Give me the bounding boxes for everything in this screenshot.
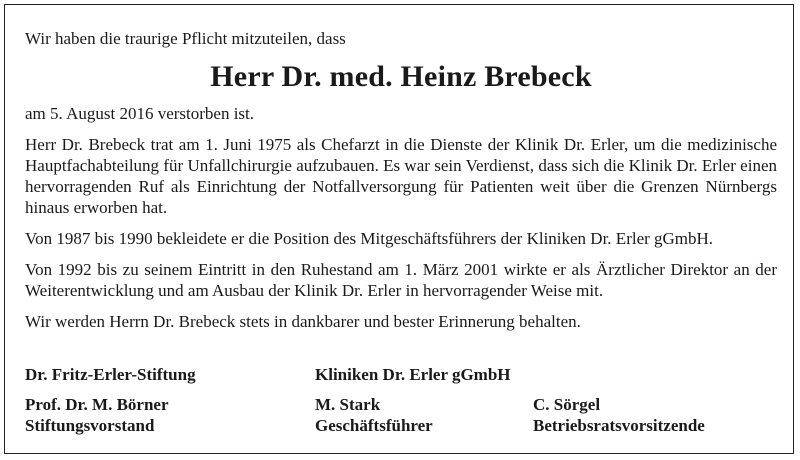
obituary-notice bbox=[25, 28, 777, 332]
signatory-role: Stiftungsvorstand bbox=[25, 416, 155, 435]
remembrance-paragraph: Wir werden Herrn Dr. Brebeck stets in dankbarer und bester Erinnerung behalten. bbox=[25, 312, 581, 331]
director-paragraph: Von 1992 bis zu seinem Eintritt in den Ruhestand am 1. März 2001 wirkte er als Ärztlicher Direktor an der Weiterentwicklung und am Ausbau der Klinik Dr. Erler in hervorragender Weise mit. bbox=[25, 260, 777, 300]
management-paragraph: Von 1987 bis 1990 bekleidete er die Position des Mitgeschäftsführers der Kliniken Dr. Erler gGmbH. bbox=[25, 229, 714, 248]
death-date-text: am 5. August 2016 verstorben ist. bbox=[25, 104, 255, 123]
organization-stiftung: Dr. Fritz-Erler-Stiftung bbox=[25, 365, 196, 384]
career-paragraph: Herr Dr. Brebeck trat am 1. Juni 1975 als Chefarzt in die Dienste der Klinik Dr. Erler, um die medizinische Hauptfachabteilung für Unfallchirurgie aufzubauen. Es war sein Verdienst, dass sich die Klinik Dr. Erler einen hervorragenden Ruf als Einrichtung der Notfallversorgung für Patienten weit über die Grenzen Nürnbergs hinaus erworben hat. bbox=[25, 135, 777, 217]
signatory-name: C. Sörgel bbox=[533, 395, 601, 414]
intro-text: Wir haben die traurige Pflicht mitzuteilen, dass bbox=[25, 29, 346, 48]
signatory-role: Betriebsratsvorsitzende bbox=[533, 416, 705, 435]
signatory-role: Geschäftsführer bbox=[315, 416, 433, 435]
signatory-name: Prof. Dr. M. Börner bbox=[25, 395, 169, 414]
organization-kliniken: Kliniken Dr. Erler gGmbH bbox=[315, 365, 511, 384]
signatory-name: M. Stark bbox=[315, 395, 381, 414]
deceased-name: Herr Dr. med. Heinz Brebeck bbox=[210, 60, 592, 93]
